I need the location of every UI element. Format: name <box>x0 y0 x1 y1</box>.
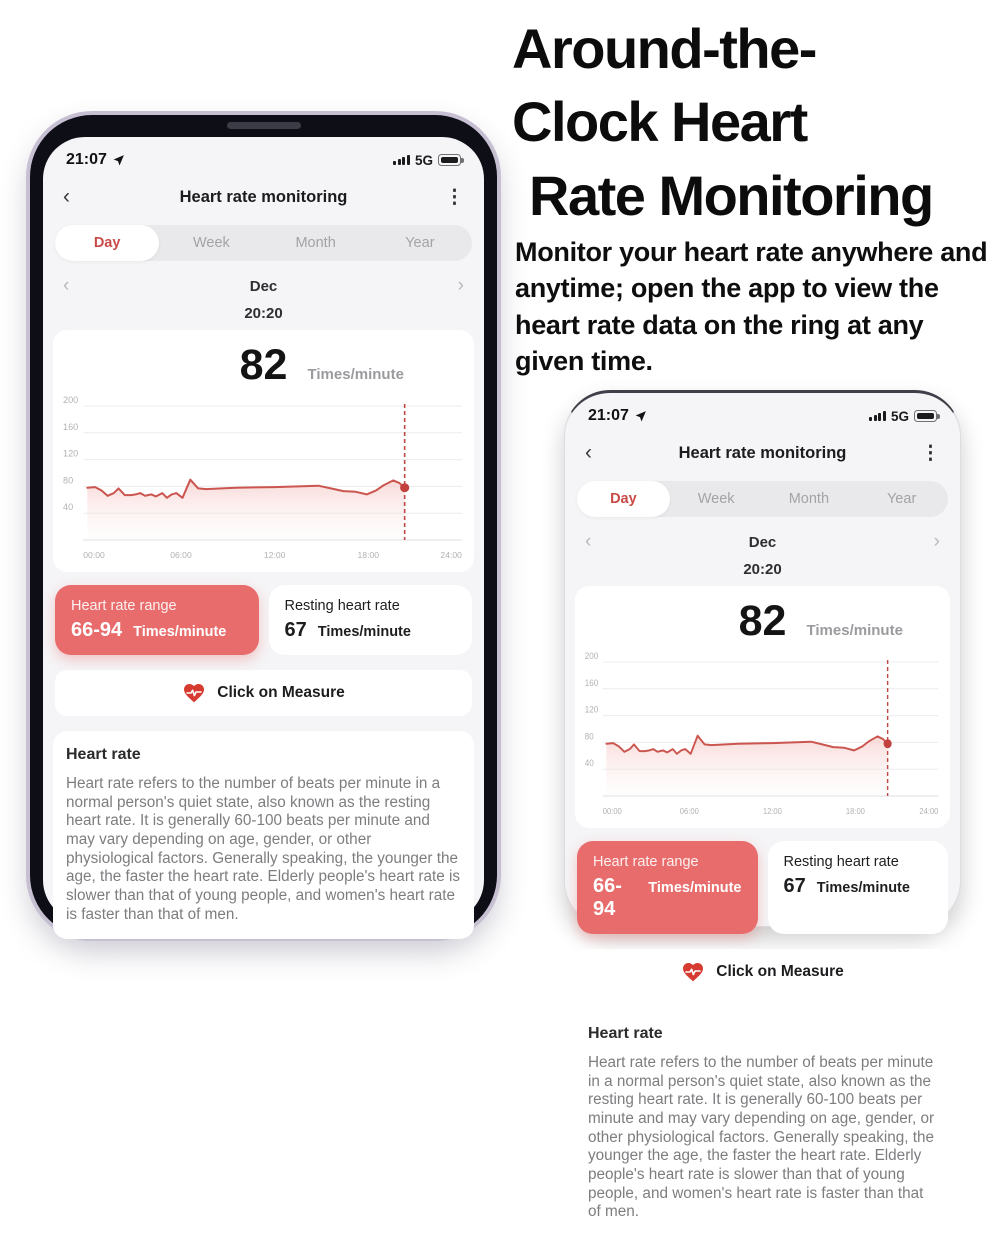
period-tabs <box>55 225 472 261</box>
tab-week[interactable]: Week <box>697 491 735 507</box>
svg-text:00:00: 00:00 <box>602 806 622 817</box>
heart-rate-unit: Times/minute <box>307 366 404 383</box>
svg-text:24:00: 24:00 <box>919 806 939 817</box>
measure-button[interactable] <box>55 670 472 716</box>
info-body: Heart rate refers to the number of beats per minute in a normal person's quiet state, also known as the resting heart rate. It is generally 60-100 beats per minute and may vary depending on age, gender, or other physiological factors. Generally speaking, the younger the age, the faster the heart rate. Elderly people's heart rate is slower than that of young people, and women's heart rate is faster than that of men. <box>66 775 461 923</box>
status-bar <box>53 143 474 169</box>
svg-text:24:00: 24:00 <box>440 550 462 560</box>
svg-text:160: 160 <box>63 421 79 432</box>
tab-day[interactable]: Day <box>55 225 159 261</box>
resting-card-unit: Times/minute <box>317 624 411 640</box>
svg-text:12:00: 12:00 <box>263 550 286 560</box>
signal-strength-icon <box>393 155 410 165</box>
phone-mockup-left <box>30 115 497 937</box>
date-navigator <box>53 263 474 301</box>
app-header <box>575 425 950 473</box>
battery-icon <box>914 410 937 422</box>
headline-line-3: Rate Monitoring <box>529 163 933 227</box>
heart-rate-range-card <box>577 841 758 934</box>
svg-text:200: 200 <box>63 395 79 405</box>
back-chevron-icon[interactable]: ‹ <box>585 441 592 464</box>
heart-rate-value: 82 <box>239 341 288 389</box>
range-card-unit: Times/minute <box>648 880 742 896</box>
location-arrow-icon <box>112 154 125 167</box>
network-type-label: 5G <box>890 408 909 424</box>
heart-rate-chart-card <box>53 330 474 572</box>
headline-line-1: Around-the- <box>512 17 816 80</box>
heart-rate-chart[interactable] <box>61 392 466 568</box>
location-arrow-icon <box>634 410 647 423</box>
more-menu-icon[interactable]: ⋮ <box>445 186 464 208</box>
tab-week[interactable]: Week <box>192 235 230 251</box>
resting-card-title: Resting heart rate <box>783 854 899 870</box>
prev-date-chevron-icon[interactable]: ‹ <box>585 531 592 552</box>
status-bar <box>575 399 950 425</box>
prev-date-chevron-icon[interactable]: ‹ <box>63 275 70 296</box>
resting-heart-rate-card <box>768 841 949 934</box>
info-title: Heart rate <box>66 746 141 763</box>
range-card-value: 66-94 <box>71 619 123 641</box>
selected-time-label: 20:20 <box>743 561 782 578</box>
svg-text:18:00: 18:00 <box>357 550 380 560</box>
heart-rate-app-screen <box>43 137 484 945</box>
svg-text:40: 40 <box>63 502 74 513</box>
heart-rate-info-card <box>575 1010 950 1237</box>
range-card-title: Heart rate range <box>71 598 177 614</box>
svg-text:40: 40 <box>584 757 594 769</box>
next-date-chevron-icon[interactable]: › <box>457 275 464 296</box>
heart-rate-info-card <box>53 731 474 939</box>
svg-text:06:00: 06:00 <box>679 806 699 817</box>
status-time: 21:07 <box>66 151 107 168</box>
stats-row <box>577 841 948 934</box>
resting-card-value: 67 <box>783 875 806 897</box>
svg-text:160: 160 <box>584 677 599 688</box>
svg-text:00:00: 00:00 <box>83 550 105 560</box>
measure-button[interactable] <box>577 949 948 995</box>
marketing-headline <box>512 12 1000 232</box>
heart-rate-value: 82 <box>738 597 787 645</box>
signal-strength-icon <box>869 411 886 421</box>
svg-text:120: 120 <box>584 704 599 715</box>
tab-month[interactable]: Month <box>788 491 830 507</box>
svg-text:120: 120 <box>63 448 79 459</box>
tab-year[interactable]: Year <box>405 235 435 251</box>
measure-button-label: Click on Measure <box>716 963 844 980</box>
period-tabs <box>577 481 948 517</box>
status-time: 21:07 <box>588 407 629 424</box>
range-card-title: Heart rate range <box>593 854 699 870</box>
stats-row <box>55 585 472 655</box>
svg-text:06:00: 06:00 <box>170 550 192 560</box>
battery-icon <box>438 154 461 166</box>
app-header <box>53 169 474 217</box>
svg-text:200: 200 <box>584 650 599 662</box>
resting-card-unit: Times/minute <box>816 880 910 896</box>
info-body: Heart rate refers to the number of beats per minute in a normal person's quiet state, also known as the resting heart rate. It is generally 60-100 beats per minute and may vary depending on age, gender, or other physiological factors. Generally speaking, the younger the age, the faster the heart rate. Elderly people's heart rate is slower than that of young people, and women's heart rate is faster than that of men. <box>588 1054 935 1221</box>
tab-day[interactable]: Day <box>577 481 670 517</box>
selected-time-label: 20:20 <box>244 305 283 322</box>
svg-text:80: 80 <box>63 475 74 486</box>
range-card-value: 66-94 <box>593 875 622 920</box>
date-navigator <box>575 519 950 557</box>
current-reading <box>583 594 942 648</box>
svg-text:12:00: 12:00 <box>762 806 782 817</box>
date-label: Dec <box>748 533 777 551</box>
phone-mockup-right <box>564 390 961 1221</box>
headline-line-2: Clock Heart <box>512 90 807 154</box>
tab-year[interactable]: Year <box>886 491 917 507</box>
back-chevron-icon[interactable]: ‹ <box>63 185 70 208</box>
resting-card-value: 67 <box>284 619 307 641</box>
heart-rate-chart-card <box>575 586 950 828</box>
resting-card-title: Resting heart rate <box>284 598 400 614</box>
more-menu-icon[interactable]: ⋮ <box>921 442 940 464</box>
svg-text:80: 80 <box>584 730 594 742</box>
page-title: Heart rate monitoring <box>179 187 348 206</box>
heart-ecg-icon <box>681 960 705 984</box>
heart-rate-range-card <box>55 585 259 655</box>
phone-screen-left <box>43 137 484 922</box>
resting-heart-rate-card <box>269 585 473 655</box>
tab-month[interactable]: Month <box>295 235 336 251</box>
heart-rate-chart[interactable] <box>583 648 942 824</box>
svg-text:18:00: 18:00 <box>845 806 865 817</box>
next-date-chevron-icon[interactable]: › <box>933 531 940 552</box>
heart-rate-app-screen <box>565 393 960 1243</box>
info-title: Heart rate <box>588 1025 663 1042</box>
phone-speaker <box>227 122 301 129</box>
measure-button-label: Click on Measure <box>217 684 345 701</box>
range-card-unit: Times/minute <box>133 624 227 640</box>
heart-ecg-icon <box>182 681 206 705</box>
network-type-label: 5G <box>414 152 433 168</box>
date-label: Dec <box>249 277 278 295</box>
heart-rate-unit: Times/minute <box>806 622 903 639</box>
current-reading <box>61 338 466 392</box>
marketing-subtitle: Monitor your heart rate anywhere and anytime; open the app to view the heart rate data on the ring at any given time. <box>515 237 988 377</box>
page-title: Heart rate monitoring <box>678 443 847 462</box>
